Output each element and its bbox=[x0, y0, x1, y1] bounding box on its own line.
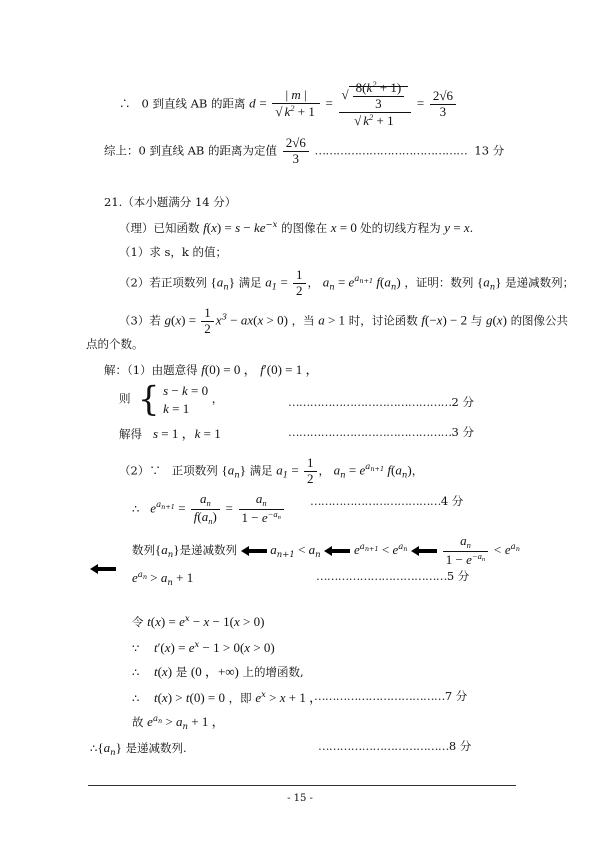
problem-heading: 21.（本小题满分 14 分） bbox=[104, 195, 237, 209]
final-line: $\therefore\{a_n\}$ 是递减数列. bbox=[90, 740, 187, 758]
distance-fraction-2: √ $\frac{8(k^2 + 1)}{3}$ √ $k^2 + 1$ bbox=[339, 80, 412, 129]
implication-chain: 数列$\{a_n\}$是递减数列 $a_{n+1} < a_n$ $e^{a_{n+1}} < e^{a_n}$ $\frac{a_n}{1 - e^{-a_n}}$ < $e^{a_n}$ bbox=[132, 533, 520, 567]
left-arrow-icon bbox=[411, 546, 437, 556]
distance-line: ∴ 0 到直线 AB 的距离 d = $\frac{| m |}{√ k^2 + 1}$ = √ $\frac{8(k^2 + 1)}{3}$ √ $k^2 + 1$ = $\frac{2√6}{3}$ bbox=[119, 80, 458, 129]
distance-text: 0 到直线 AB 的距离 bbox=[141, 96, 246, 111]
therefore-symbol: ∴ bbox=[119, 96, 131, 111]
score-8: 8 分 bbox=[448, 739, 472, 753]
summary-text: 综上：0 到直线 AB 的距离为定值 bbox=[104, 143, 278, 158]
score-5-line: ………………………………5 分 bbox=[316, 569, 470, 583]
distance-fraction-1: $\frac{| m |}{√ k^2 + 1}$ bbox=[272, 88, 320, 120]
summary-line bbox=[104, 136, 504, 167]
score-13: 13 分 bbox=[474, 143, 505, 158]
score-2-line: ………………………………………2 分 bbox=[288, 395, 474, 409]
conclusion-line: ∴ t(x) > t(0) = 0 ，即 $e^x > x + 1$ ， bbox=[132, 690, 323, 705]
page-number: - 15 - bbox=[287, 793, 313, 804]
score-2: 2 分 bbox=[451, 395, 474, 409]
summary-value: $\frac{2√6}{3}$ bbox=[283, 136, 309, 167]
hence-line: 故 $e^{a_n} > a_n + 1$ ， bbox=[132, 714, 225, 732]
solution-step-1: 解：（1）由题意得 f(0) = 0 ， f′(0) = 1 ， bbox=[104, 362, 319, 377]
left-arrow-icon bbox=[241, 546, 267, 556]
question-2: （2）若正项数列 $\{a_n\}$ 满足 $a_1$ = $\frac{1}{2}$ ， $a_n = e^{a_{n+1}}$ $f(a_n)$ ，证明：数列 $\{a_n\}$ 是递减数列； bbox=[119, 267, 575, 298]
score-4-line: ………………………………4 分 bbox=[310, 494, 464, 508]
arrow-line bbox=[90, 562, 116, 576]
derivation-line: ∴ $e^{a_{n+1}}$ = $\frac{a_n}{f(a_n)}$ = $\frac{a_n}{1 - e^{-a_n}}$ bbox=[132, 492, 286, 527]
system-line: 则 { s − k = 0 k = 1 ， bbox=[119, 379, 224, 420]
score-7-line: ………………………………7 分 bbox=[314, 689, 468, 703]
distance-formula: d bbox=[249, 95, 256, 111]
question-3-cont: 点的个数。 bbox=[86, 337, 144, 351]
question-3: （3）若 g(x) = $\frac{1}{2}$ $x^3 - ax(x > 0)$ ，当 a > 1 时，讨论函数 f(−x) − 2 与 g(x) 的图像公共 bbox=[119, 305, 569, 336]
summary-dots: …………………………………… bbox=[314, 143, 468, 158]
left-arrow-icon bbox=[324, 546, 350, 556]
solve-line: 解得 s = 1 ，k = 1 bbox=[119, 426, 221, 441]
score-5: 5 分 bbox=[446, 569, 470, 583]
question-1: （1）求 s，k 的值； bbox=[119, 245, 227, 259]
score-3-line: ………………………………………3 分 bbox=[288, 425, 474, 439]
let-t-line: 令 $t(x) = e^x - x - 1(x > 0)$ bbox=[132, 614, 265, 629]
left-arrow-icon bbox=[90, 564, 116, 574]
problem-intro: （理）已知函数 $f(x) = s - ke^{-x}$ 的图像在 x = 0 处的切线方程为 y = x. bbox=[119, 220, 473, 235]
inequality-line: $e^{a_n} > a_n + 1$ bbox=[132, 570, 194, 588]
score-8-line: ………………………………8 分 bbox=[318, 739, 472, 753]
distance-result: $\frac{2√6}{3}$ bbox=[430, 89, 456, 120]
score-4: 4 分 bbox=[440, 494, 464, 508]
derivative-line: ∵ $t'(x) = e^x - 1 > 0(x > 0)$ bbox=[132, 640, 275, 655]
score-7: 7 分 bbox=[444, 689, 468, 703]
increasing-line: ∴ t(x) 是 (0 ，+∞) 上的增函数, bbox=[132, 664, 304, 679]
score-3: 3 分 bbox=[451, 425, 474, 439]
solution-step-2: （2）∵ 正项数列 $\{a_n\}$ 满足 $a_1$ = $\frac{1}{2}$ ， $a_n = e^{a_{n+1}}$ $f(a_n)$， bbox=[119, 455, 424, 486]
footer-rule bbox=[88, 785, 516, 786]
